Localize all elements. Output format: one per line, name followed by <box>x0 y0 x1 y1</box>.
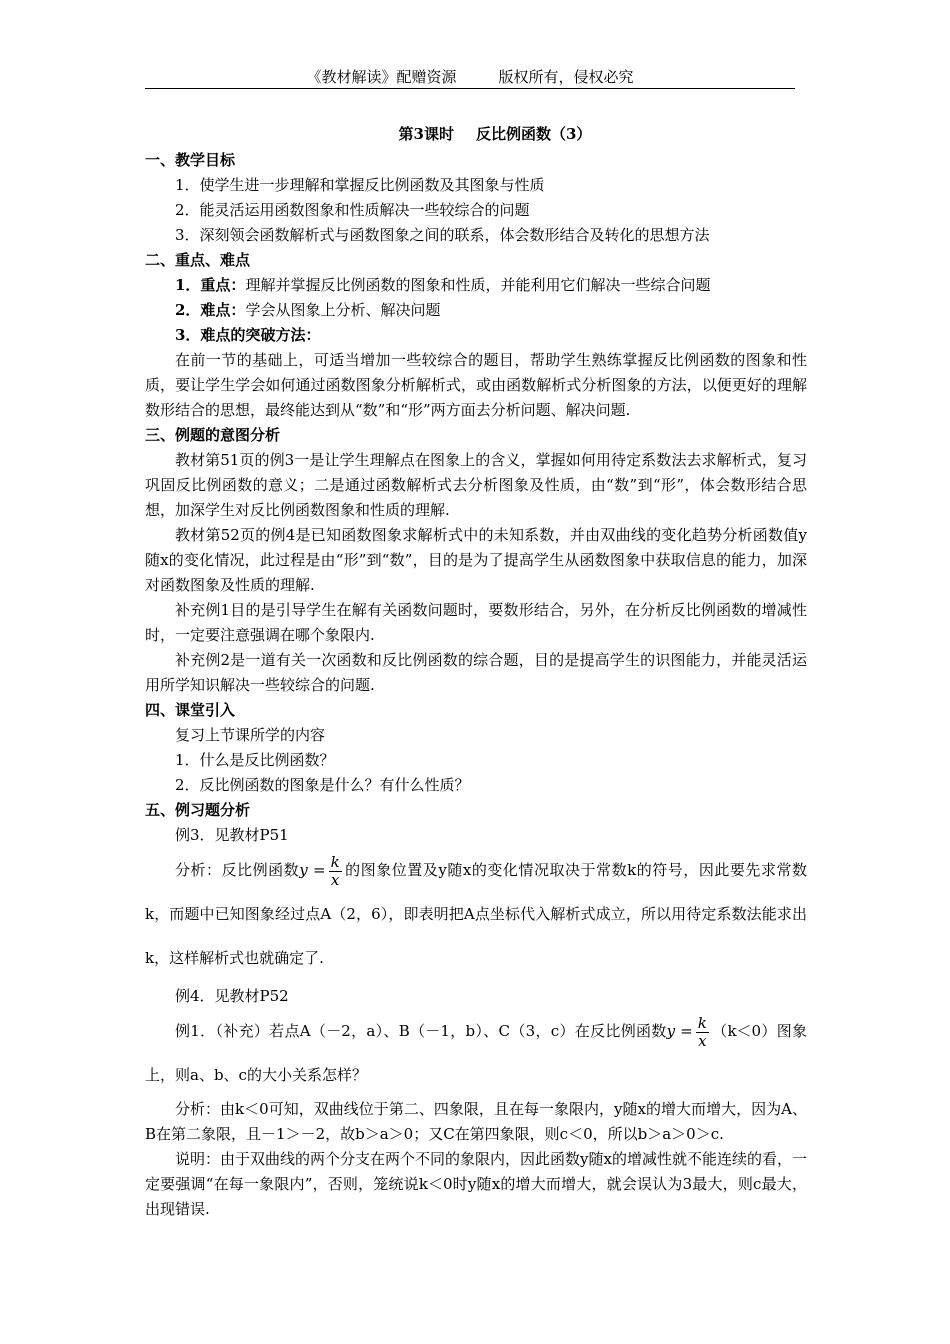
formula-y: y = <box>299 861 326 879</box>
example-1-note: 说明：由于双曲线的两个分支在两个不同的象限内，因此函数y随x的增减性就不能连续的看，一定要强调“在每一象限内”，否则，笼统说k＜0时y随x的增大而增大，就会误认为3最大，则c最大，出现错误. <box>145 1150 807 1218</box>
fraction-k-over-x: $\frac{k}{x}$ <box>330 852 340 889</box>
goal-item: 3．深刻领会函数解析式与函数图象之间的联系，体会数形结合及转化的思想方法 <box>175 226 710 244</box>
example-1: 例1．（补充）若点A（－2，a）、B（－1，b）、C（3，c）在反比例函数y = $\frac{k}{x}$ （k＜0）图象上，则a、b、c的大小关系怎样？ <box>145 1013 807 1084</box>
goal-item: 1．使学生进一步理解和掌握反比例函数及其图象与性质 <box>175 176 545 194</box>
page-title <box>183 120 807 148</box>
key-point <box>145 273 807 298</box>
intent-paragraph: 教材第52页的例4是已知函数图象求解析式中的未知系数，并由双曲线的变化趋势分析函数值y随x的变化情况，此过程是由“形”到“数”，目的是为了提高学生从函数图象中获取信息的能力，加深对函数图象及性质的理解. <box>145 526 807 594</box>
fraction-k-over-x: $\frac{k}{x}$ <box>697 1013 707 1050</box>
method-paragraph: 在前一节的基础上，可适当增加一些较综合的题目，帮助学生熟练掌握反比例函数的图象和性质，要让学生学会如何通过函数图象分析解析式，或由函数解析式分析图象的方法，以便更好的理解数形结合的思想，最终能达到从“数”和“形”两方面去分析问题、解决问题. <box>145 351 807 419</box>
difficulty-label: 2．难点： <box>175 301 246 319</box>
intro-line: 2．反比例函数的图象是什么？有什么性质？ <box>175 776 470 794</box>
section-heading-exercises: 五、例习题分析 <box>145 801 251 819</box>
intent-paragraph: 补充例1目的是引导学生在解有关函数问题时，要数形结合，另外，在分析反比例函数的增减性时，一定要注意强调在哪个象限内. <box>145 601 807 644</box>
section-heading-goals: 一、教学目标 <box>145 151 236 169</box>
document-body <box>145 120 807 1222</box>
intro-line: 1．什么是反比例函数？ <box>175 751 335 769</box>
page-header <box>145 66 795 89</box>
difficulty <box>145 298 807 323</box>
lesson-number: 第3课时 <box>398 125 454 143</box>
difficulty-text: 学会从图象上分析、解决问题 <box>245 301 441 319</box>
header-copyright: 版权所有，侵权必究 <box>498 68 634 86</box>
section-heading-keypoints: 二、重点、难点 <box>145 251 251 269</box>
example-1-analysis: 分析：由k＜0可知，双曲线位于第二、四象限，且在每一象限内，y随x的增大而增大，因为A、B在第二象限，且－1＞－2，故b＞a＞0；又C在第四象限，则c＜0，所以b＞a＞0＞c. <box>145 1100 807 1143</box>
formula-y: y = <box>666 1022 693 1040</box>
lesson-topic: 反比例函数（3） <box>475 125 592 143</box>
intro-line: 复习上节课所学的内容 <box>175 726 326 744</box>
example-4-ref: 例4．见教材P52 <box>175 987 289 1005</box>
example-3-ref: 例3．见教材P51 <box>175 826 289 844</box>
method-label: 3．难点的突破方法： <box>175 326 321 344</box>
intent-paragraph: 教材第51页的例3一是让学生理解点在图象上的含义，掌握如何用待定系数法去求解析式，复习巩固反比例函数的意义；二是通过函数解析式去分析图象及性质，由“数”到“形”，体会数形结合思想，加深学生对反比例函数图象和性质的理解. <box>145 451 807 519</box>
section-heading-examples-intent: 三、例题的意图分析 <box>145 426 281 444</box>
example-3-analysis: 分析：反比例函数y = $\frac{k}{x}$ 的图象位置及y随x的变化情况取决于常数k的符号，因此要先求常数k，而题中已知图象经过点A（2，6），即表明把A点坐标代入解析式成立，所以用待定系数法能求出k，这样解析式也就确定了. <box>145 852 807 967</box>
intent-paragraph: 补充例2是一道有关一次函数和反比例函数的综合题，目的是提高学生的识图能力，并能灵活运用所学知识解决一些较综合的问题. <box>145 651 807 694</box>
section-heading-intro: 四、课堂引入 <box>145 701 236 719</box>
goal-item: 2．能灵活运用函数图象和性质解决一些较综合的问题 <box>175 201 530 219</box>
header-source: 《教材解读》配赠资源 <box>306 68 457 86</box>
key-point-label: 1．重点： <box>175 276 246 294</box>
key-point-text: 理解并掌握反比例函数的图象和性质，并能利用它们解决一些综合问题 <box>245 276 711 294</box>
